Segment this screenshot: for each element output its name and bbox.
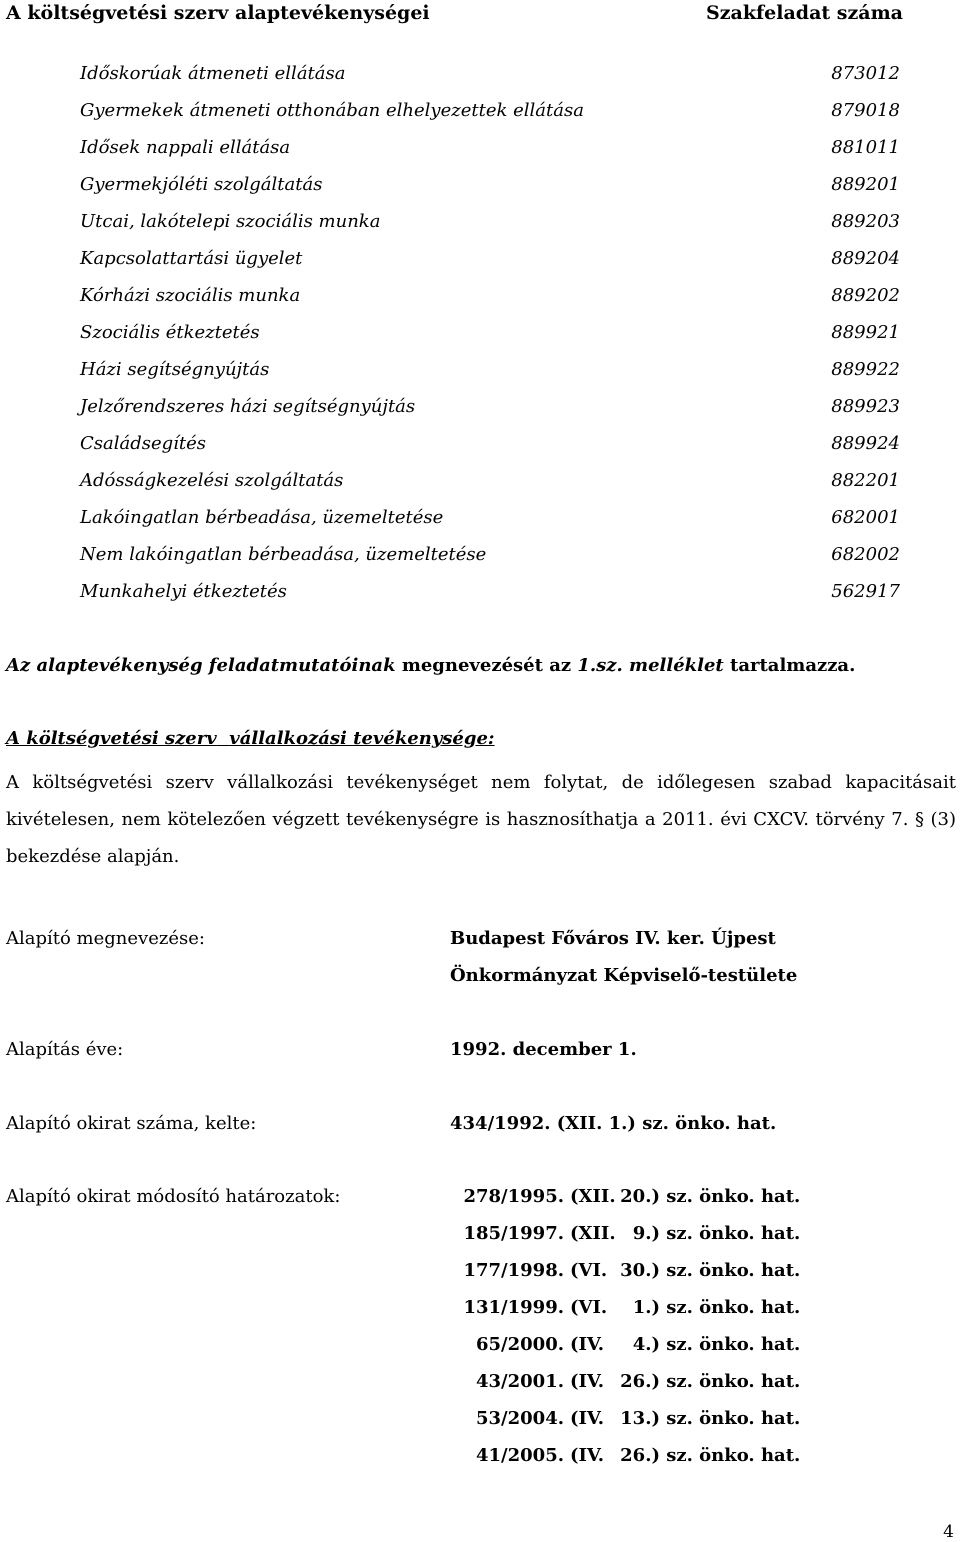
modification-day: 20.) (620, 1186, 660, 1207)
activity-name: Időskorúak átmeneti ellátása (80, 63, 346, 84)
activity-row (0, 470, 960, 498)
activity-name: Gyermekjóléti szolgáltatás (80, 174, 323, 195)
modification-num: 185/1997. (463, 1223, 564, 1244)
header-title: A költségvetési szerv alaptevékenységei (6, 2, 430, 24)
modification-num: 53/2004. (476, 1408, 564, 1429)
enterprise-paragraph: A költségvetési szerv vállalkozási tevékenységet nem folytat, de időlegesen szabad kapacitásait kivételesen, nem kötelezően végzett tevékenységre is hasznosíthatja a 2011. évi CXCV. törvény 7. § (3) bekezdése alapján. (6, 772, 956, 867)
activity-code: 889204 (831, 248, 900, 269)
modification-row (450, 1334, 800, 1358)
activity-row (0, 359, 960, 387)
activity-name: Idősek nappali ellátása (80, 137, 291, 158)
activity-code: 882201 (831, 470, 900, 491)
header-code-column-title: Szakfeladat száma (706, 2, 903, 24)
modification-month: (IV. (570, 1371, 605, 1392)
modification-num: 131/1999. (463, 1297, 564, 1318)
activity-name: Kapcsolattartási ügyelet (80, 248, 303, 269)
founding-year-value: 1992. december 1. (450, 1039, 637, 1060)
activity-code: 889203 (831, 211, 900, 232)
activity-row (0, 322, 960, 350)
activity-row (0, 174, 960, 202)
note-part-2: megnevezését az (395, 655, 578, 676)
activity-code: 889924 (831, 433, 900, 454)
activity-row (0, 100, 960, 128)
modification-day: 1.) (632, 1297, 660, 1318)
modifications-label: Alapító okirat módosító határozatok: (6, 1186, 341, 1207)
activity-row (0, 211, 960, 239)
modification-month: (XII. (570, 1186, 616, 1207)
activity-row (0, 396, 960, 424)
activity-code: 873012 (831, 63, 900, 84)
activity-row (0, 433, 960, 461)
activity-code: 889202 (831, 285, 900, 306)
modification-num: 278/1995. (463, 1186, 564, 1207)
activity-code: 889921 (831, 322, 900, 343)
modification-month: (IV. (570, 1408, 605, 1429)
modification-rest: sz. önko. hat. (660, 1260, 801, 1281)
activity-code: 879018 (831, 100, 900, 121)
activity-row (0, 63, 960, 91)
activity-row (0, 581, 960, 609)
modification-rest: sz. önko. hat. (660, 1445, 801, 1466)
modification-day: 30.) (620, 1260, 660, 1281)
activity-name: Adósságkezelési szolgáltatás (80, 470, 344, 491)
activity-row (0, 544, 960, 572)
modification-rest: sz. önko. hat. (660, 1186, 801, 1207)
modification-day: 4.) (632, 1334, 660, 1355)
modification-month: (XII. (570, 1223, 616, 1244)
modification-num: 65/2000. (476, 1334, 564, 1355)
activity-name: Munkahelyi étkeztetés (80, 581, 287, 602)
modification-row (450, 1371, 800, 1395)
modification-row (450, 1260, 800, 1284)
modification-month: (IV. (570, 1445, 605, 1466)
modification-rest: sz. önko. hat. (660, 1371, 801, 1392)
activity-name: Lakóingatlan bérbeadása, üzemeltetése (80, 507, 444, 528)
founding-year-label: Alapítás éve: (6, 1039, 124, 1060)
modification-rest: sz. önko. hat. (660, 1223, 801, 1244)
founder-name-line-2: Önkormányzat Képviselő-testülete (450, 965, 798, 986)
activity-name: Utcai, lakótelepi szociális munka (80, 211, 381, 232)
activity-code: 889201 (831, 174, 900, 195)
modification-row (450, 1297, 800, 1321)
activity-row (0, 137, 960, 165)
founder-name-line-1: Budapest Főváros IV. ker. Újpest (450, 928, 776, 949)
activity-row (0, 507, 960, 535)
modification-num: 177/1998. (463, 1260, 564, 1281)
note-part-3: 1.sz. melléklet (577, 655, 724, 676)
activity-code: 562917 (831, 581, 900, 602)
modification-day: 26.) (620, 1371, 660, 1392)
activity-name: Kórházi szociális munka (80, 285, 301, 306)
modification-row (450, 1408, 800, 1432)
indicator-note (6, 655, 855, 677)
page-number: 4 (943, 1522, 954, 1542)
enterprise-heading-part-2: vállalkozási tevékenysége: (229, 728, 495, 749)
activity-code: 889923 (831, 396, 900, 417)
modification-month: (IV. (570, 1334, 605, 1355)
charter-value: 434/1992. (XII. 1.) sz. önko. hat. (450, 1113, 777, 1134)
modification-rest: sz. önko. hat. (660, 1408, 801, 1429)
charter-label: Alapító okirat száma, kelte: (6, 1113, 257, 1134)
enterprise-heading (6, 728, 495, 750)
note-part-1: Az alaptevékenység feladatmutatóinak (6, 655, 396, 676)
modification-num: 41/2005. (476, 1445, 564, 1466)
activity-name: Jelzőrendszeres házi segítségnyújtás (80, 396, 416, 417)
activity-row (0, 248, 960, 276)
activity-name: Gyermekek átmeneti otthonában elhelyezettek ellátása (80, 100, 584, 121)
modification-rest: sz. önko. hat. (660, 1297, 801, 1318)
modification-day: 9.) (632, 1223, 660, 1244)
enterprise-heading-gap (217, 728, 230, 749)
activity-code: 682001 (831, 507, 900, 528)
modification-month: (VI. (570, 1260, 608, 1281)
modification-row (450, 1186, 800, 1210)
activity-name: Nem lakóingatlan bérbeadása, üzemeltetése (80, 544, 487, 565)
activity-code: 682002 (831, 544, 900, 565)
modification-day: 13.) (620, 1408, 660, 1429)
modification-num: 43/2001. (476, 1371, 564, 1392)
activity-code: 889922 (831, 359, 900, 380)
modification-row (450, 1223, 800, 1247)
modification-month: (VI. (570, 1297, 608, 1318)
enterprise-heading-part-1: A költségvetési szerv (6, 728, 217, 749)
founder-label: Alapító megnevezése: (6, 928, 205, 949)
activity-name: Szociális étkeztetés (80, 322, 260, 343)
activity-row (0, 285, 960, 313)
modification-row (450, 1445, 800, 1469)
activity-name: Házi segítségnyújtás (80, 359, 270, 380)
modification-day: 26.) (620, 1445, 660, 1466)
note-part-4: tartalmazza. (723, 655, 856, 676)
modification-rest: sz. önko. hat. (660, 1334, 801, 1355)
activity-name: Családsegítés (80, 433, 207, 454)
activity-code: 881011 (831, 137, 900, 158)
